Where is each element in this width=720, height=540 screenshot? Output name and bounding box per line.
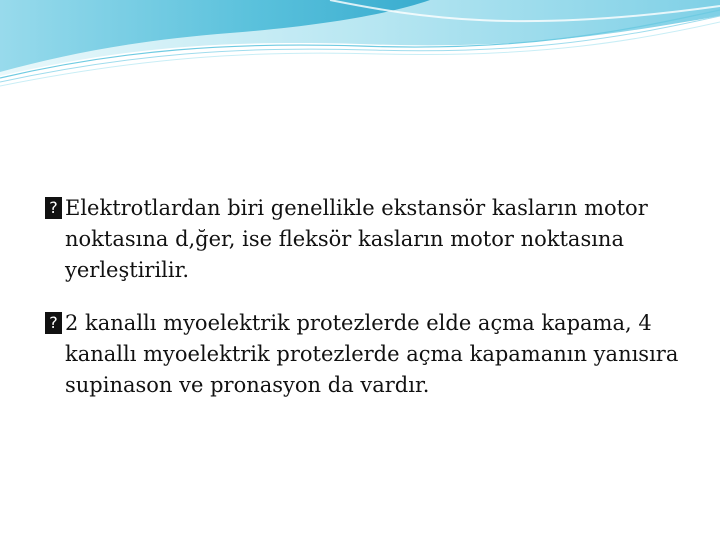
bullet-list [45, 193, 695, 423]
bullet-item [45, 193, 695, 286]
header-wave-decoration [0, 0, 720, 90]
bullet-text: 2 kanallı myoelektrik protezlerde elde açma kapama, 4 kanallı myoelektrik protezlerde açma kapamanın yanısıra supinason ve pronasyon da vardır. [65, 311, 679, 397]
bullet-marker-icon: ? [45, 197, 62, 219]
bullet-marker-icon: ? [45, 312, 62, 334]
bullet-text: Elektrotlardan biri genellikle ekstansör kasların motor noktasına d,ğer, ise fleksör kasların motor noktasına yerleştirilir. [65, 196, 648, 282]
bullet-item [45, 308, 695, 401]
